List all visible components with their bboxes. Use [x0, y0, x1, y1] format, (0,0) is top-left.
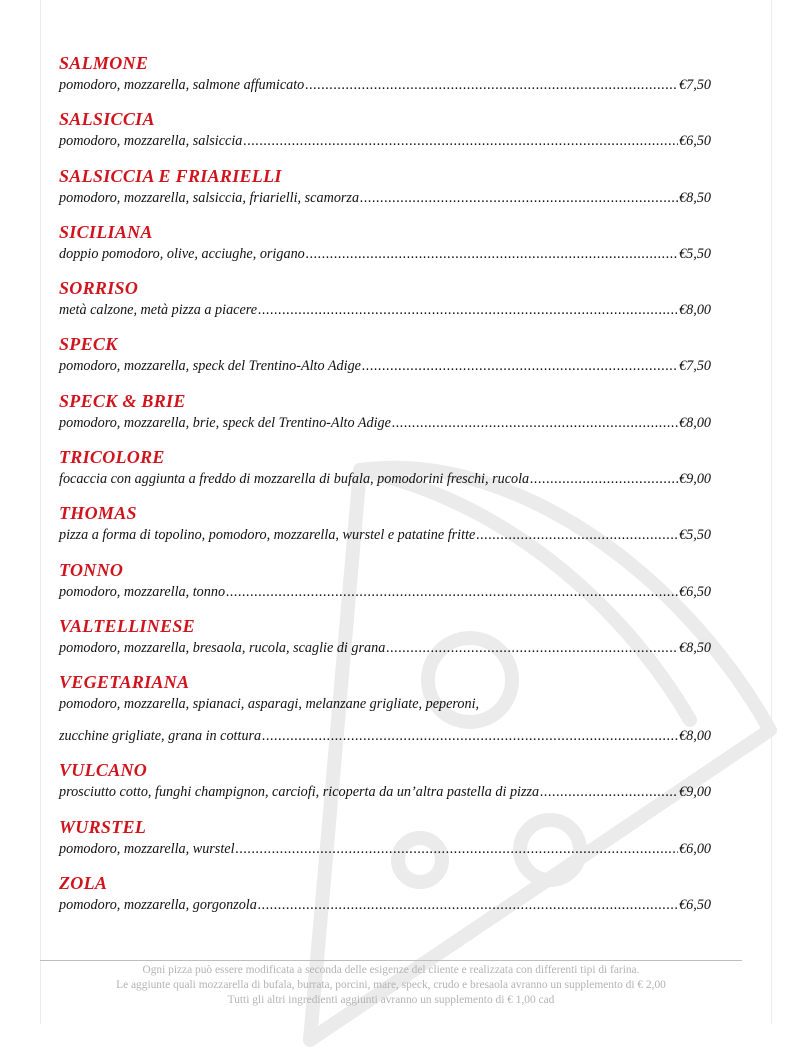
menu-item	[59, 107, 711, 163]
menu-item-price: €7,50	[679, 77, 711, 93]
menu-item-line	[59, 782, 711, 802]
dot-leader	[362, 356, 678, 376]
menu-item-name: SALMONE	[59, 53, 149, 73]
menu-item-name: SPECK & BRIE	[59, 390, 186, 411]
menu-item-line	[59, 582, 711, 602]
menu-item-line	[59, 413, 711, 433]
dot-leader	[386, 638, 678, 658]
menu-item	[59, 670, 711, 758]
menu-item	[59, 614, 711, 670]
pizza-menu-list	[59, 51, 711, 927]
menu-item-line	[59, 469, 711, 489]
menu-item	[59, 164, 711, 220]
menu-item	[59, 871, 711, 927]
menu-item-price: €9,00	[679, 471, 711, 488]
menu-item-description: pomodoro, mozzarella, salsiccia, friarielli, scamorza	[59, 189, 360, 206]
dot-leader	[305, 75, 678, 95]
menu-item-price: €8,00	[679, 302, 711, 319]
menu-item-price: €6,50	[679, 896, 711, 913]
menu-item-name: SICILIANA	[59, 221, 153, 242]
menu-item-description: pomodoro, mozzarella, salmone affumicato	[59, 77, 305, 93]
menu-item-description-first-line: pomodoro, mozzarella, spianaci, asparagi, melanzane grigliate, peperoni,	[59, 696, 480, 713]
menu-item-price: €8,50	[679, 639, 711, 656]
menu-item-name: WURSTEL	[59, 816, 147, 837]
menu-item-description: pomodoro, mozzarella, speck del Trentino-Alto Adige	[59, 358, 361, 375]
menu-item-price: €5,50	[679, 245, 711, 262]
footer-note-line: Tutti gli altri ingredienti aggiunti avranno un supplemento di € 1,00 cad	[227, 994, 555, 1006]
menu-item	[59, 558, 711, 614]
menu-item	[59, 276, 711, 332]
footer-divider	[40, 960, 742, 961]
dot-leader	[258, 300, 678, 320]
menu-item-name: SALSICCIA E FRIARIELLI	[59, 165, 282, 186]
dot-leader	[392, 413, 678, 433]
menu-item-price: €8,00	[679, 728, 711, 745]
menu-item-description: doppio pomodoro, olive, acciughe, origano	[59, 245, 305, 262]
dot-leader	[262, 726, 678, 746]
menu-item-line	[59, 839, 711, 859]
menu-item	[59, 501, 711, 557]
menu-item-description: prosciutto cotto, funghi champignon, carciofi, ricoperta da un’altra pastella di pizza	[59, 784, 540, 801]
menu-item-description: zucchine grigliate, grana in cottura	[59, 728, 262, 745]
menu-item	[59, 445, 711, 501]
dot-leader	[243, 131, 678, 151]
dot-leader	[540, 782, 678, 802]
menu-item-name: VULCANO	[59, 760, 148, 781]
menu-item-description: pomodoro, mozzarella, salsiccia	[59, 133, 243, 150]
dot-leader	[476, 525, 678, 545]
dot-leader	[226, 582, 678, 602]
menu-item-name: TRICOLORE	[59, 447, 165, 468]
menu-item-line	[59, 525, 711, 545]
menu-item-description: pomodoro, mozzarella, bresaola, rucola, scaglie di grana	[59, 639, 386, 656]
menu-item-price: €7,50	[679, 358, 711, 375]
footer-note-line: Ogni pizza può essere modificata a seconda delle esigenze del cliente e realizzata con differenti tipi di farina.	[142, 964, 640, 976]
menu-item-name: SPECK	[59, 334, 118, 355]
menu-item-price: €6,50	[679, 583, 711, 600]
menu-item-description: pomodoro, mozzarella, brie, speck del Trentino-Alto Adige	[59, 414, 391, 431]
menu-item-line	[59, 244, 711, 264]
menu-item-price: €6,00	[679, 840, 711, 857]
menu-item-line	[59, 131, 711, 151]
menu-item	[59, 220, 711, 276]
menu-item	[59, 389, 711, 445]
footer-note-line: Le aggiunte quali mozzarella di bufala, burrata, porcini, mare, speck, crudo e bresaola avranno un supplemento di € 2,00	[116, 979, 666, 991]
menu-item	[59, 332, 711, 388]
menu-item-line	[59, 300, 711, 320]
menu-item-name: ZOLA	[59, 872, 108, 893]
menu-item-name: VEGETARIANA	[59, 672, 190, 693]
menu-item-name: SORRISO	[59, 278, 139, 299]
dot-leader	[306, 244, 678, 264]
menu-item-description: pizza a forma di topolino, pomodoro, mozzarella, wurstel e patatine fritte	[59, 527, 476, 544]
menu-item	[59, 758, 711, 814]
menu-item-price: €8,50	[679, 189, 711, 206]
menu-item-line	[59, 895, 711, 915]
menu-item-name: VALTELLINESE	[59, 615, 195, 636]
menu-item-price: €8,00	[679, 414, 711, 431]
menu-item-name: TONNO	[59, 559, 124, 580]
menu-item-description: pomodoro, mozzarella, tonno	[59, 583, 226, 600]
menu-item-line	[59, 694, 711, 714]
menu-item-description: focaccia con aggiunta a freddo di mozzarella di bufala, pomodorini freschi, rucola	[59, 471, 530, 488]
menu-item-price: €5,50	[679, 527, 711, 544]
menu-item	[59, 51, 711, 107]
dot-leader	[258, 895, 678, 915]
menu-item-name: THOMAS	[59, 503, 137, 524]
menu-item-price: €9,00	[679, 784, 711, 801]
dot-leader	[236, 839, 679, 859]
menu-item-price: €6,50	[679, 133, 711, 150]
menu-item	[59, 815, 711, 871]
dot-leader	[360, 188, 678, 208]
menu-item-line	[59, 638, 711, 658]
menu-item-line	[59, 356, 711, 376]
menu-item-line	[59, 188, 711, 208]
footer-notes	[40, 963, 742, 1008]
menu-item-description: metà calzone, metà pizza a piacere	[59, 302, 258, 319]
menu-item-description: pomodoro, mozzarella, gorgonzola	[59, 896, 257, 913]
menu-item-line	[59, 75, 711, 95]
dot-leader	[530, 469, 678, 489]
menu-item-line	[59, 726, 711, 746]
menu-item-description: pomodoro, mozzarella, wurstel	[59, 840, 235, 857]
menu-item-name: SALSICCIA	[59, 109, 155, 130]
